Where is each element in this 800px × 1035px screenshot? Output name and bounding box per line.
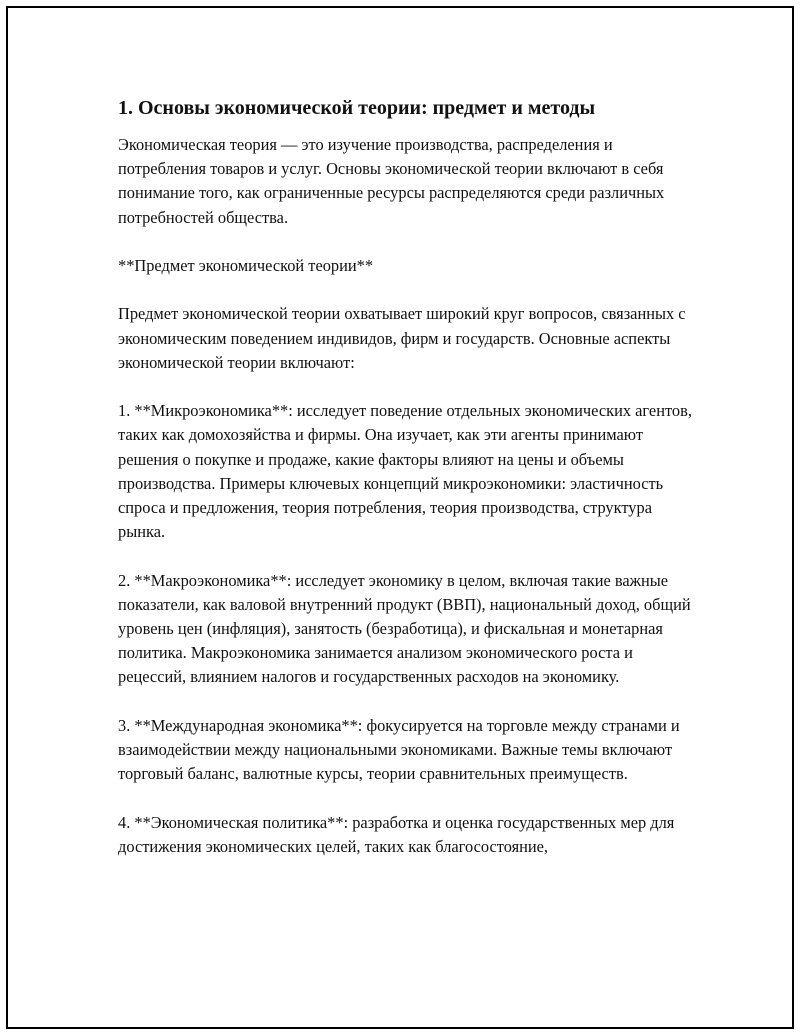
intro-paragraph: Экономическая теория — это изучение производства, распределения и потребления товаров и услуг. Основы экономической теории включают в себя понимание того, как ограниченные ресурсы распределяются среди различных потребностей общества. bbox=[118, 135, 665, 227]
international-economics-paragraph: 3. **Международная экономика**: фокусируется на торговле между странами и взаимодействии между национальными экономиками. Важные темы включают торговый баланс, валютные курсы, теории сравнительных преимуществ. bbox=[118, 715, 680, 784]
document-body bbox=[118, 95, 698, 883]
subject-heading: **Предмет экономической теории** bbox=[118, 256, 374, 275]
macroeconomics-paragraph: 2. **Макроэкономика**: исследует экономику в целом, включая такие важные показатели, как валовой внутренний продукт (ВВП), национальный доход, общий уровень цен (инфляция), занятость (безработица), и фискальная и монетарная политика. Макроэкономика занимается анализом экономического роста и рецессий, влиянием налогов и государственных расходов на экономику. bbox=[118, 570, 691, 687]
subject-paragraph: Предмет экономической теории охватывает широкий круг вопросов, связанных с экономическим поведением индивидов, фирм и государств. Основные аспекты экономической теории включают: bbox=[118, 304, 686, 372]
economic-policy-paragraph: 4. **Экономическая политика**: разработка и оценка государственных мер для достижения экономических целей, таких как благосостояние, bbox=[118, 812, 675, 856]
microeconomics-paragraph: 1. **Микроэкономика**: исследует поведение отдельных экономических агентов, таких как домохозяйства и фирмы. Она изучает, как эти агенты принимают решения о покупке и продаже, какие факторы влияют на цены и объемы производства. Примеры ключевых концепций микроэкономики: эластичность спроса и предложения, теория потребления, теория производства, структура рынка. bbox=[118, 401, 692, 542]
document-title: 1. Основы экономической теории: предмет и методы bbox=[118, 97, 596, 119]
